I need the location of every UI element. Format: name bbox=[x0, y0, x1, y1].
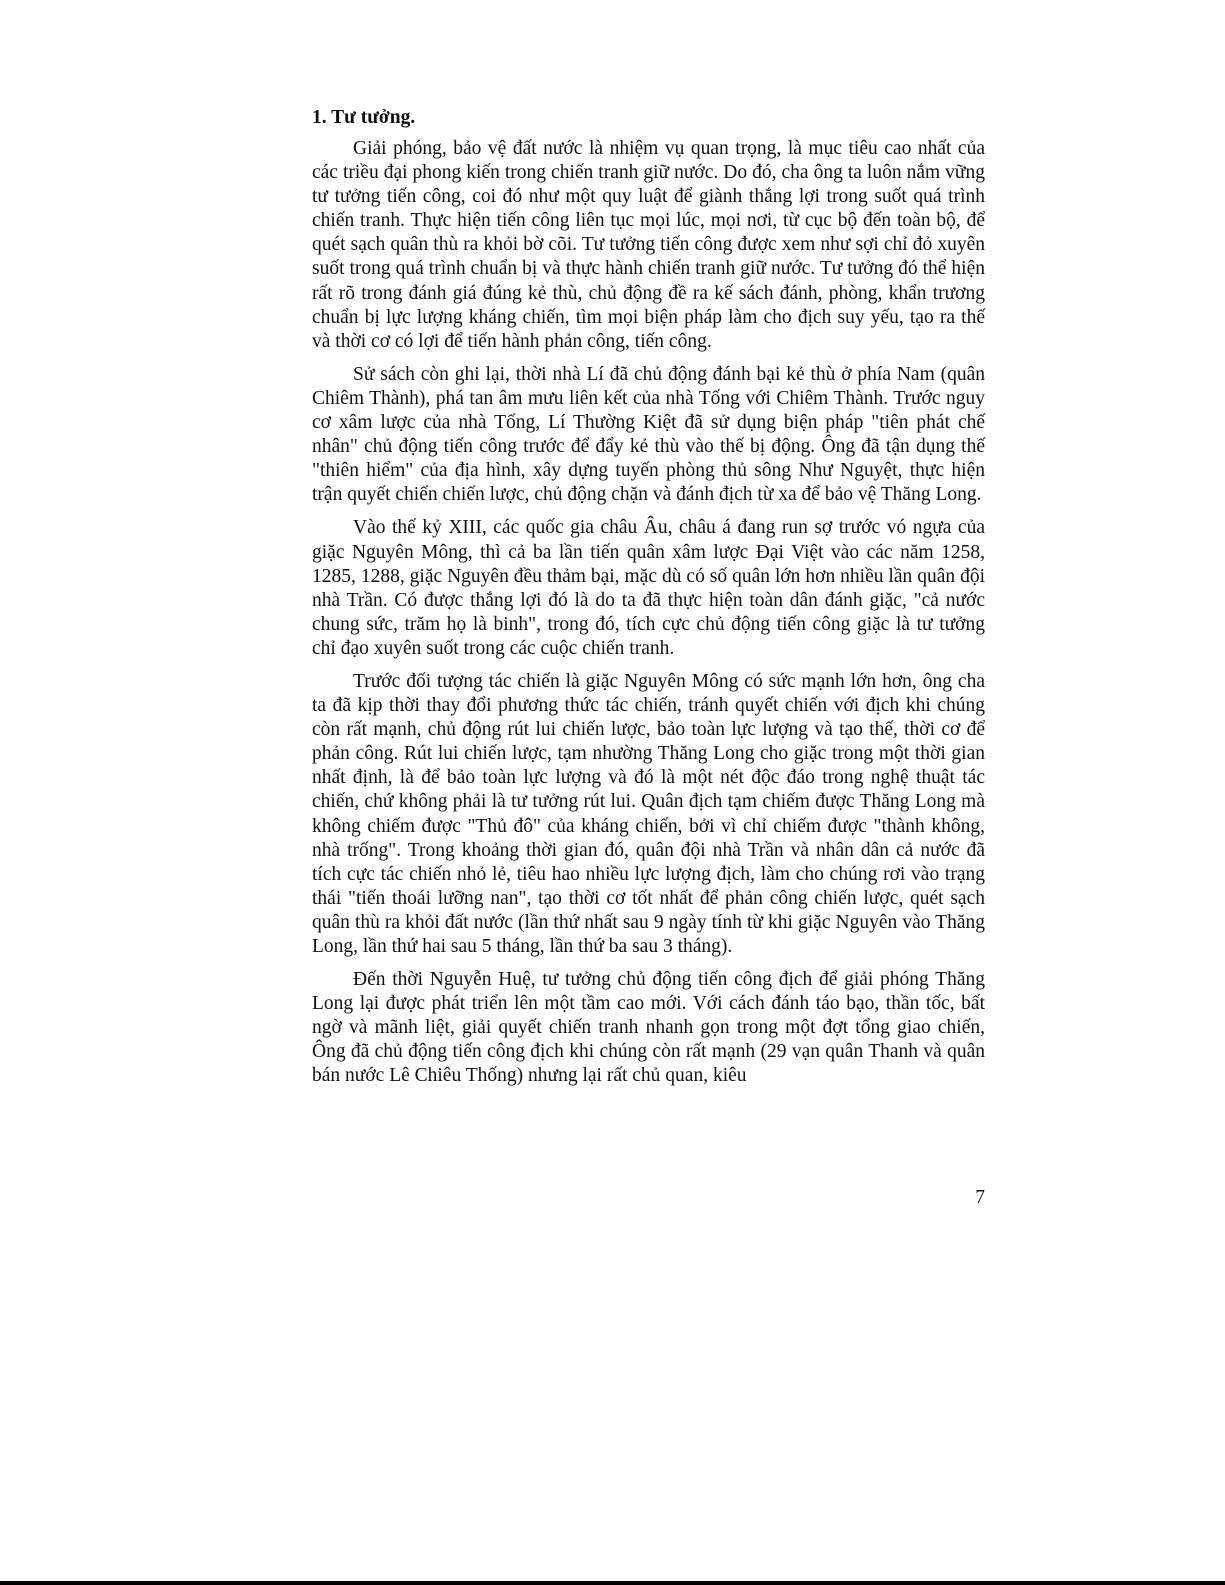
paragraph-3: Vào thế kỷ XIII, các quốc gia châu Âu, châu á đang run sợ trước vó ngựa của giặc Nguyên Mông, thì cả ba lần tiến quân xâm lược Đại Việt vào các năm 1258, 1285, 1288, giặc Nguyên đều thảm bại, mặc dù có số quân lớn hơn nhiều lần quân đội nhà Trần. Có được thắng lợi đó là do ta đã thực hiện toàn dân đánh giặc, "cả nước chung sức, trăm họ là binh", trong đó, tích cực chủ động tiến công giặc là tư tưởng chỉ đạo xuyên suốt trong các cuộc chiến tranh. bbox=[312, 517, 985, 659]
paragraph-1: Giải phóng, bảo vệ đất nước là nhiệm vụ quan trọng, là mục tiêu cao nhất của các triều đại phong kiến trong chiến tranh giữ nước. Do đó, cha ông ta luôn nắm vững tư tưởng tiến công, coi đó như một quy luật để giành thắng lợi trong suốt quá trình chiến tranh. Thực hiện tiến công liên tục mọi lúc, mọi nơi, từ cục bộ đến toàn bộ, để quét sạch quân thù ra khỏi bờ cõi. Tư tưởng tiến công được xem như sợi chỉ đỏ xuyên suốt trong quá trình chuẩn bị và thực hành chiến tranh giữ nước. Tư tưởng đó thể hiện rất rõ trong đánh giá đúng kẻ thù, chủ động đề ra kế sách đánh, phòng, khẩn trương chuẩn bị lực lượng kháng chiến, tìm mọi biện pháp làm cho địch suy yếu, tạo ra thế và thời cơ có lợi để tiến hành phản công, tiến công. bbox=[312, 138, 985, 352]
paragraph-4: Trước đối tượng tác chiến là giặc Nguyên Mông có sức mạnh lớn hơn, ông cha ta đã kịp thời thay đổi phương thức tác chiến, tránh quyết chiến với địch khi chúng còn rất mạnh, chủ động rút lui chiến lược, bảo toàn lực lượng và tạo thế, thời cơ để phản công. Rút lui chiến lược, tạm nhường Thăng Long cho giặc trong một thời gian nhất định, là để bảo toàn lực lượng và đó là một nét độc đáo trong nghệ thuật tác chiến, chứ không phải là tư tưởng rút lui. Quân địch tạm chiếm được Thăng Long mà không chiếm được "Thủ đô" của kháng chiến, bởi vì chỉ chiếm được "thành không, nhà trống". Trong khoảng thời gian đó, quân đội nhà Trần và nhân dân cả nước đã tích cực tác chiến nhỏ lẻ, tiêu hao nhiều lực lượng địch, làm cho chúng rơi vào trạng thái "tiến thoái lưỡng nan", tạo thời cơ tốt nhất để phản công chiến lược, quét sạch quân thù ra khỏi đất nước (lần thứ nhất sau 9 ngày tính từ khi giặc Nguyên vào Thăng Long, lần thứ hai sau 5 tháng, lần thứ ba sau 3 tháng). bbox=[312, 670, 985, 957]
section-heading: 1. Tư tưởng. bbox=[312, 107, 416, 128]
bottom-edge-rule bbox=[0, 1581, 1225, 1585]
paragraph-5: Đến thời Nguyễn Huệ, tư tưởng chủ động tiến công địch để giải phóng Thăng Long lại được phát triển lên một tầm cao mới. Với cách đánh táo bạo, thần tốc, bất ngờ và mãnh liệt, giải quyết chiến tranh nhanh gọn trong một đợt tổng giao chiến, Ông đã chủ động tiến công địch khi chúng còn rất mạnh (29 vạn quân Thanh và quân bán nước Lê Chiêu Thống) nhưng lại rất chủ quan, kiêu bbox=[312, 969, 985, 1087]
page-number: 7 bbox=[975, 1187, 985, 1208]
paragraph-2: Sử sách còn ghi lại, thời nhà Lí đã chủ động đánh bại kẻ thù ở phía Nam (quân Chiêm Thành), phá tan âm mưu liên kết của nhà Tống với Chiêm Thành. Trước nguy cơ xâm lược của nhà Tống, Lí Thường Kiệt đã sử dụng biện pháp "tiên phát chế nhân" chủ động tiến công trước để đẩy kẻ thù vào thế bị động. Ông đã tận dụng thế "thiên hiểm" của địa hình, xây dựng tuyến phòng thủ sông Như Nguyệt, thực hiện trận quyết chiến chiến lược, chủ động chặn và đánh địch từ xa để bảo vệ Thăng Long. bbox=[312, 363, 985, 506]
page-body bbox=[312, 106, 985, 1098]
